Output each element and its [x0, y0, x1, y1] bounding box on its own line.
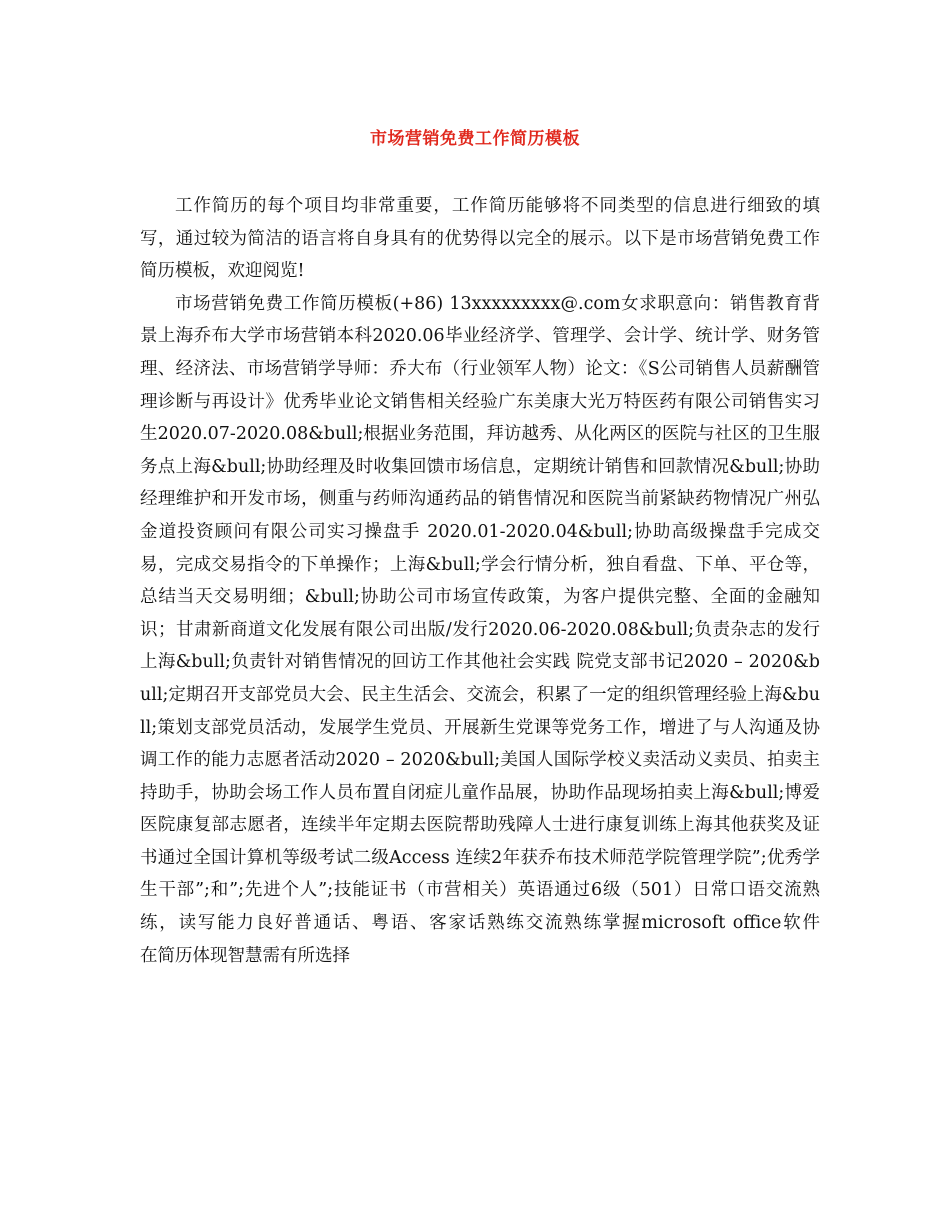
document-title: 市场营销免费工作简历模板	[370, 129, 580, 149]
resume-paragraph: 市场营销免费工作简历模板(+86) 13xxxxxxxxx@.com女求职意向：销售教育背景上海乔布大学市场营销本科2020.06毕业经济学、管理学、会计学、统计学、财务管理、经济法、市场营销学导师：乔大布（行业领军人物）论文：《S公司销售人员薪酬管理诊断与再设计》优秀毕业论文销售相关经验广东美康大光万特医药有限公司销售实习生2020.07-2020.08&bull;根据业务范围，拜访越秀、从化两区的医院与社区的卫生服务点上海&bull;协助经理及时收集回馈市场信息，定期统计销售和回款情况&bull;协助经理维护和开发市场，侧重与药师沟通药品的销售情况和医院当前紧缺药物情况广州弘金道投资顾问有限公司实习操盘手 2020.01-2020.04&bull;协助高级操盘手完成交易，完成交易指令的下单操作；上海&bull;学会行情分析，独自看盘、下单、平仓等，总结当天交易明细；&bull;协助公司市场宣传政策，为客户提供完整、全面的金融知识；甘肃新商道文化发展有限公司出版/发行2020.06-2020.08&bull;负责杂志的发行上海&bull;负责针对销售情况的回访工作其他社会实践 院党支部书记2020 – 2020&bull;定期召开支部党员大会、民主生活会、交流会，积累了一定的组织管理经验上海&bull;策划支部党员活动，发展学生党员、开展新生党课等党务工作，增进了与人沟通及协调工作的能力志愿者活动2020 – 2020&bull;美国人国际学校义卖活动义卖员、拍卖主持助手，协助会场工作人员布置自闭症儿童作品展，协助作品现场拍卖上海&bull;博爱医院康复部志愿者，连续半年定期去医院帮助残障人士进行康复训练上海其他获奖及证书通过全国计算机等级考试二级Access 连续2年获乔布技术师范学院管理学院”;优秀学生干部”;和”;先进个人”;技能证书（市营相关）英语通过6级（501）日常口语交流熟练，读写能力良好普通话、粤语、客家话熟练交流熟练掌握microsoft office软件 在简历体现智慧需有所选择	[140, 293, 855, 966]
document-body	[140, 190, 855, 972]
intro-paragraph: 工作简历的每个项目均非常重要，工作简历能够将不同类型的信息进行细致的填写，通过较为简洁的语言将自身具有的优势得以完全的展示。以下是市场营销免费工作简历模板，欢迎阅览!	[140, 196, 820, 282]
